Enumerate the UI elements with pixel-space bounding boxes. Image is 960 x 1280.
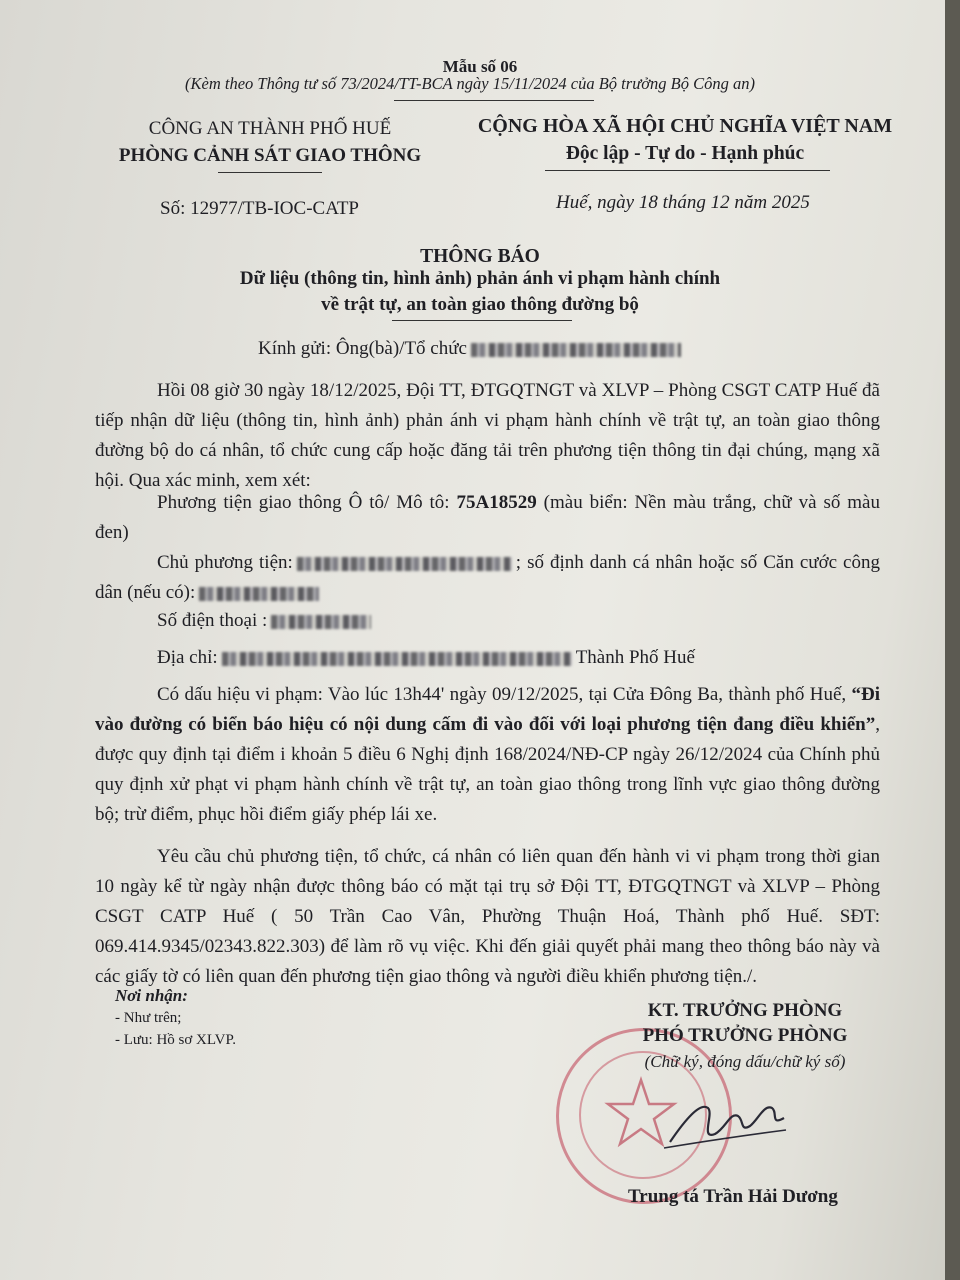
redacted-phone bbox=[271, 615, 371, 629]
doc-title: THÔNG BÁO bbox=[420, 246, 540, 267]
motto: Độc lập - Tự do - Hạnh phúc bbox=[565, 143, 805, 164]
place-date: Huế, ngày 18 tháng 12 năm 2025 bbox=[556, 192, 810, 213]
doc-subtitle-2: về trật tự, an toàn giao thông đường bộ bbox=[321, 294, 639, 315]
recipients-title: Nơi nhận: bbox=[115, 986, 188, 1005]
license-plate: 75A18529 bbox=[456, 492, 537, 513]
vehicle-label: Phương tiện giao thông Ô tô/ Mô tô: bbox=[157, 492, 450, 513]
address-label: Địa chỉ: bbox=[157, 647, 218, 668]
intro-paragraph: Hồi 08 giờ 30 ngày 18/12/2025, Đội TT, ĐTGQTNGT và XLVP – Phòng CSGT CATP Huế đã tiếp nhận dữ liệu (thông tin, hình ảnh) phản ánh vi phạm hành chính về trật tự, an toàn giao thông đường bộ do cá nhân, tổ chức cung cấp hoặc đăng tải trên phương tiện thông tin đại chúng, mạng xã hội. Qua xác minh, xem xét: bbox=[95, 380, 880, 491]
sign-note: (Chữ ký, đóng dấu/chữ ký số) bbox=[644, 1052, 846, 1071]
recipient-item-2: - Lưu: Hồ sơ XLVP. bbox=[115, 1032, 236, 1048]
sign-title-1: KT. TRƯỞNG PHÒNG bbox=[647, 1000, 843, 1021]
owner-label: Chủ phương tiện: bbox=[157, 552, 293, 573]
redacted-id bbox=[199, 587, 319, 601]
address-line bbox=[157, 643, 877, 673]
form-number: Mẫu số 06 bbox=[442, 57, 518, 76]
vehicle-paragraph bbox=[95, 488, 880, 548]
header-rule bbox=[394, 100, 594, 101]
signer-name: Trung tá Trần Hải Dương bbox=[628, 1186, 838, 1207]
address-city: Thành Phố Huế bbox=[575, 647, 695, 668]
handwritten-signature bbox=[660, 1090, 790, 1160]
owner-id-label: ; số định danh cá nhân hoặc số Căn cước công dân (nếu có): bbox=[95, 552, 880, 603]
agency-parent: CÔNG AN THÀNH PHỐ HUẾ bbox=[148, 118, 392, 139]
violation-legal-basis: , được quy định tại điểm i khoản 5 điều 6 Nghị định 168/2024/NĐ-CP ngày 26/12/2024 của Chính phủ quy định xử phạt vi phạm hành chính về trật tự, an toàn giao thông trong lĩnh vực giao thông đường bộ; trừ điểm, phục hồi điểm giấy phép lái xe. bbox=[95, 714, 880, 825]
country-name: CỘNG HÒA XÃ HỘI CHỦ NGHĨA VIỆT NAM bbox=[477, 115, 893, 137]
title-rule bbox=[392, 320, 572, 321]
motto-rule bbox=[545, 170, 830, 171]
plate-color: (màu biển: Nền màu trắng, chữ và số màu đen) bbox=[95, 492, 880, 543]
redacted-recipient bbox=[471, 343, 681, 357]
attached-note: (Kèm theo Thông tư số 73/2024/TT-BCA ngày 15/11/2024 của Bộ trưởng Bộ Công an) bbox=[185, 74, 755, 93]
recipient-item-1: - Như trên; bbox=[115, 1010, 182, 1026]
violation-paragraph bbox=[95, 680, 880, 830]
request-paragraph: Yêu cầu chủ phương tiện, tổ chức, cá nhân có liên quan đến hành vi vi phạm trong thời gian 10 ngày kể từ ngày nhận được thông báo có mặt tại trụ sở Đội TT, ĐTGQTNGT và XLVP – Phòng CSGT CATP Huế ( 50 Trần Cao Vân, Phường Thuận Hoá, Thành phố Huế. SĐT: 069.414.9345/02343.822.303) để làm rõ vụ việc. Khi đến giải quyết phải mang theo thông báo này và các giấy tờ có liên quan đến phương tiện giao thông và người điều khiển phương tiện./. bbox=[95, 846, 880, 987]
agency-rule bbox=[218, 172, 322, 173]
doc-number: Số: 12977/TB-IOC-CATP bbox=[160, 198, 359, 219]
owner-paragraph bbox=[95, 548, 880, 608]
phone-label: Số điện thoại : bbox=[157, 610, 268, 631]
recipient-label: Kính gửi: Ông(bà)/Tổ chức bbox=[258, 338, 467, 359]
violation-intro: Có dấu hiệu vi phạm: Vào lúc 13h44' ngày 09/12/2025, tại Cửa Đông Ba, thành phố Huế, bbox=[157, 684, 847, 705]
phone-line bbox=[157, 606, 857, 636]
redacted-address bbox=[222, 652, 572, 666]
redacted-owner bbox=[297, 557, 512, 571]
violation-description: “Đi vào đường có biển báo hiệu có nội dung cấm đi vào đối với loại phương tiện đang điều khiển” bbox=[95, 684, 880, 735]
doc-subtitle-1: Dữ liệu (thông tin, hình ảnh) phản ánh vi phạm hành chính bbox=[239, 268, 721, 289]
recipient-line bbox=[258, 338, 685, 360]
sign-title-2: PHÓ TRƯỞNG PHÒNG bbox=[642, 1025, 848, 1046]
agency-name: PHÒNG CẢNH SÁT GIAO THÔNG bbox=[118, 145, 422, 166]
